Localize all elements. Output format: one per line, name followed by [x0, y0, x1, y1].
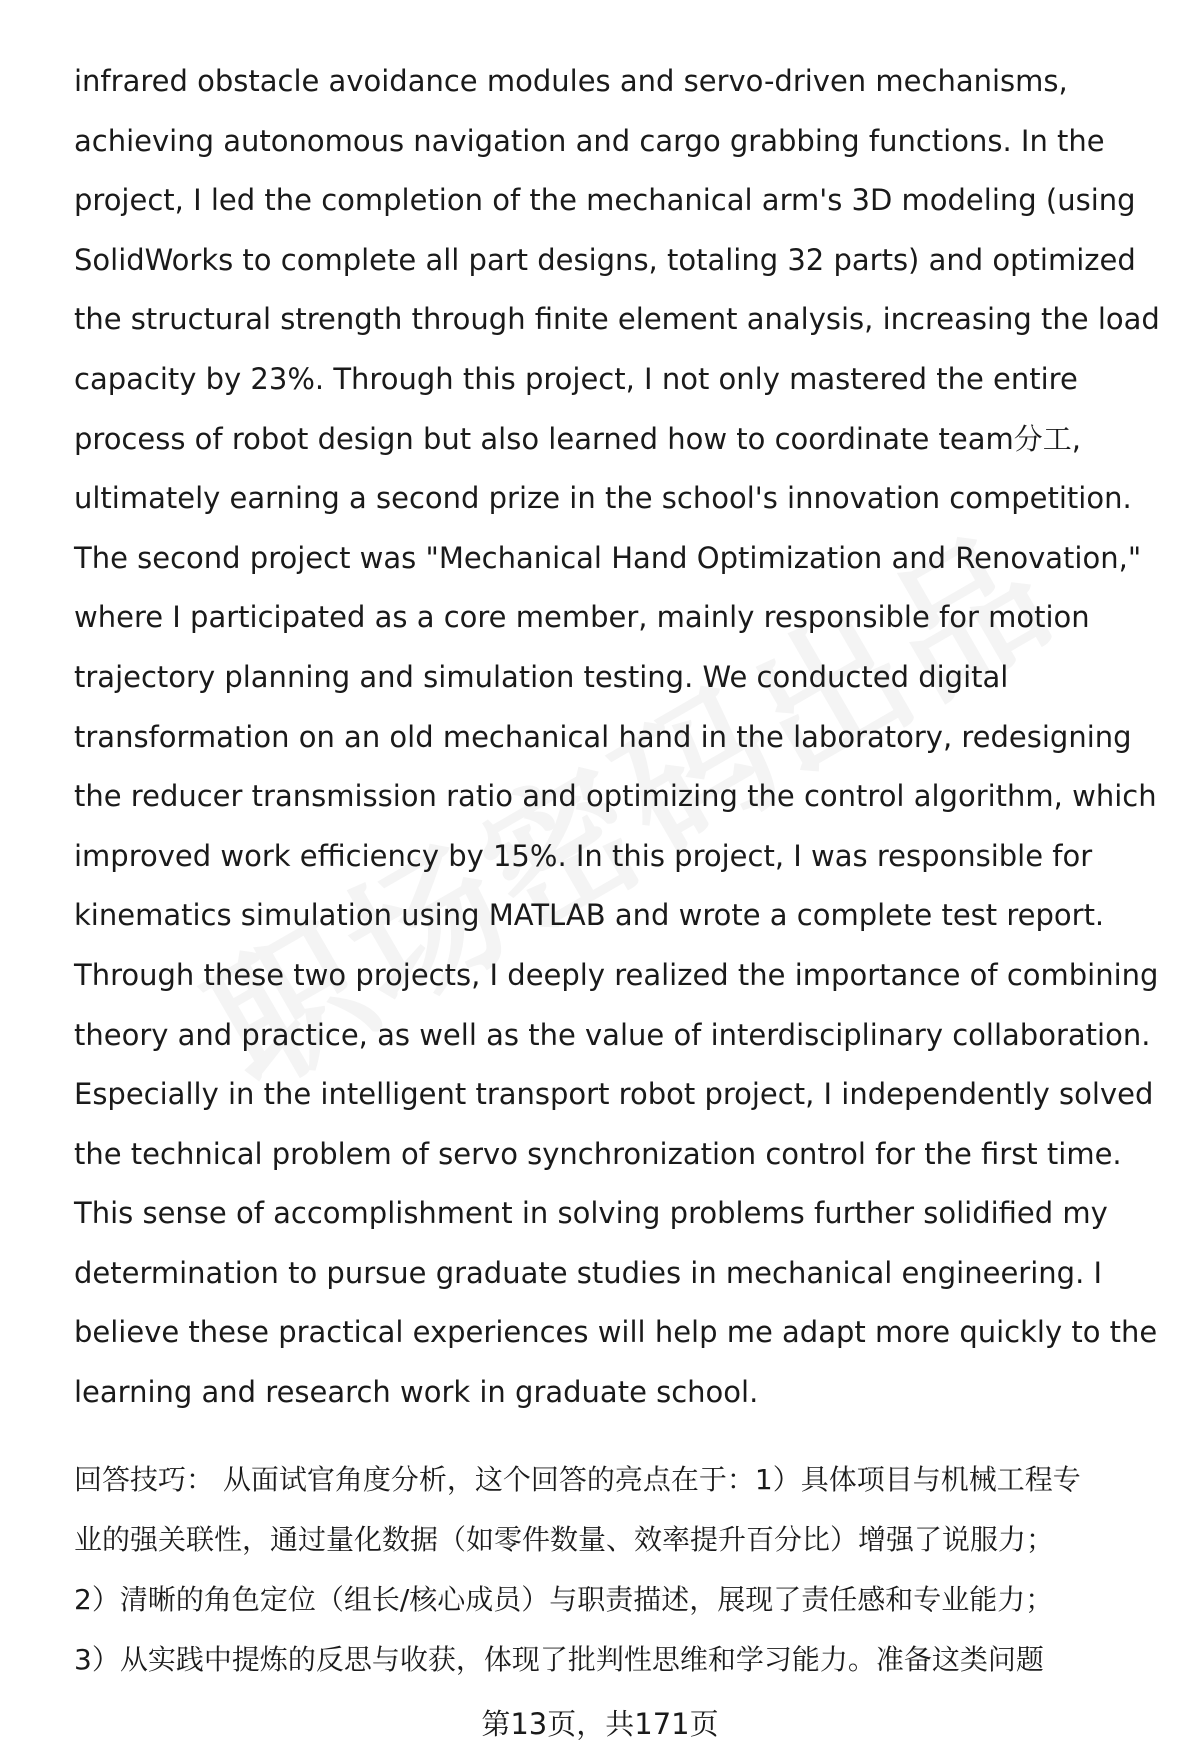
- body-line: kinematics simulation using MATLAB and wrote a complete test report.: [74, 898, 1105, 933]
- tips-line: 2）清晰的角色定位（组长/核心成员）与职责描述，展现了责任感和专业能力；: [74, 1583, 1054, 1616]
- body-line: improved work efficiency by 15%. In this project, I was responsible for: [74, 838, 1093, 873]
- body-line: theory and practice, as well as the value of interdisciplinary collaboration.: [74, 1017, 1151, 1052]
- body-line: Especially in the intelligent transport robot project, I independently solved: [74, 1077, 1154, 1112]
- answer-tips: [74, 1450, 1144, 1690]
- tips-line: 3）从实践中提炼的反思与收获，体现了批判性思维和学习能力。准备这类问题: [74, 1643, 1044, 1676]
- body-line: process of robot design but also learned how to coordinate team分工,: [74, 421, 1081, 456]
- body-line: Through these two projects, I deeply realized the importance of combining: [74, 957, 1159, 992]
- body-line: trajectory planning and simulation testing. We conducted digital: [74, 659, 1009, 694]
- body-line: the structural strength through finite element analysis, increasing the load: [74, 302, 1160, 337]
- body-line: SolidWorks to complete all part designs, totaling 32 parts) and optimized: [74, 242, 1136, 277]
- tips-line: 回答技巧： 从面试官角度分析，这个回答的亮点在于：1）具体项目与机械工程专: [74, 1463, 1081, 1496]
- body-line: project, I led the completion of the mechanical arm's 3D modeling (using: [74, 183, 1136, 218]
- answer-body: [74, 52, 1160, 1423]
- body-line: determination to pursue graduate studies in mechanical engineering. I: [74, 1255, 1103, 1290]
- body-line: ultimately earning a second prize in the school's innovation competition.: [74, 481, 1132, 516]
- body-line: The second project was "Mechanical Hand Optimization and Renovation,": [74, 540, 1142, 575]
- body-line: learning and research work in graduate school.: [74, 1375, 759, 1410]
- body-line: achieving autonomous navigation and cargo grabbing functions. In the: [74, 123, 1105, 158]
- body-line: transformation on an old mechanical hand in the laboratory, redesigning: [74, 719, 1132, 754]
- page-number: 第13页，共171页: [481, 1707, 719, 1741]
- body-line: believe these practical experiences will help me adapt more quickly to the: [74, 1315, 1158, 1350]
- body-line: the technical problem of servo synchronization control for the first time.: [74, 1136, 1122, 1171]
- body-line: the reducer transmission ratio and optimizing the control algorithm, which: [74, 779, 1157, 814]
- body-line: where I participated as a core member, mainly responsible for motion: [74, 600, 1090, 635]
- tips-line: 业的强关联性，通过量化数据（如零件数量、效率提升百分比）增强了说服力；: [74, 1523, 1055, 1556]
- body-line: infrared obstacle avoidance modules and servo-driven mechanisms,: [74, 64, 1068, 98]
- body-line: capacity by 23%. Through this project, I not only mastered the entire: [74, 361, 1078, 396]
- body-line: This sense of accomplishment in solving problems further solidified my: [74, 1196, 1108, 1231]
